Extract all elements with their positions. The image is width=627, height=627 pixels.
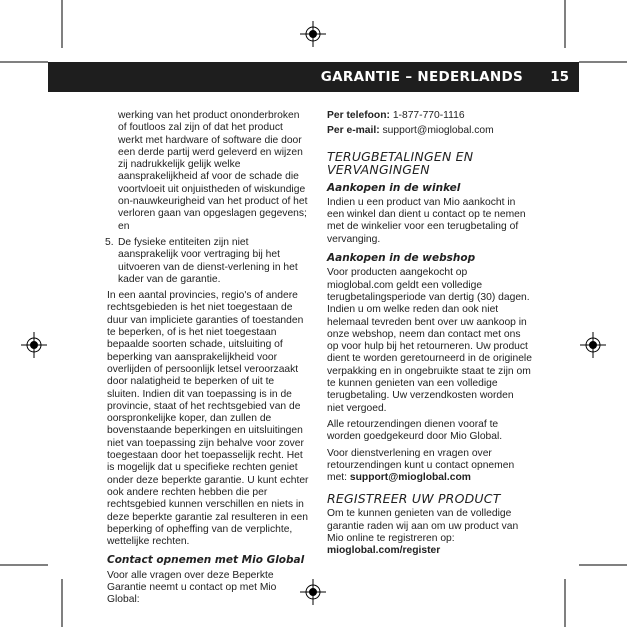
list-item-5: [107, 237, 309, 286]
approval-text: Alle retourzendingen dienen vooraf te worden goedgekeurd door Mio Global.: [327, 418, 503, 443]
register-heading: REGISTREER UW PRODUCT: [327, 491, 501, 507]
limitation-paragraph: In een aantal provincies, regio's of andere rechtsgebieden is het niet toegestaan de duur van impliciete garanties of toestanden te beperken, of is het niet toegestaan bepaalde soorten schade, uitsluiting of beperking van aansprakelijkheid voor overlijden of persoonlijk letsel veroorzaakt door nalatigheid te beperken of uit te sluiten. Indien dit van toepassing is in de provincie, staat of het rechtsgebied van de oorspronkelijke koper, dan zullen de bovenstaande beperkingen en uitsluitingen niet van toepassing zijn behalve voor zover toegestaan door het toepasselijk recht. Het is mogelijk dat u specifieke rechten geniet onder deze beperkte garantie. U kunt echter ook andere rechten hebben die per rechtsgebied kunnen verschillen en niets in deze beperkte garantie zal resulteren in een beperking of opheffing van de verplichte, wettelijke rechten.: [107, 290, 309, 548]
list-item-continued: werking van het product ononderbroken of foutloos zal zijn of dat het product werkt met hardware of software die door een derde partij werd geleverd en wijzen zij nadrukkelijk gelijk welke aansprakelijkheid af voor de schade die voortvloeit uit onjuistheden of wiskundige on-nauwkeurigheid van het product of het verloren gaan van opgeslagen gegevens; en: [118, 110, 308, 232]
service-text-body: Voor dienstverlening en vragen over retourzendingen kunt u contact opnemen met:: [327, 447, 515, 484]
register-text: [327, 508, 532, 557]
email-value: support@mioglobal.com: [382, 125, 494, 137]
service-email: support@mioglobal.com: [349, 472, 471, 484]
phone-value: 1-877-770-1116: [392, 110, 465, 121]
returns-heading: TERUGBETALINGEN EN VERVANGINGEN: [327, 148, 474, 177]
store-heading: Aankopen in de winkel: [327, 181, 461, 194]
register-url: mioglobal.com/register: [327, 545, 441, 557]
registration-mark-right: [580, 332, 606, 358]
register-text-body: Om te kunnen genieten van de volledige garantie raden wij aan om uw product van Mio online te registreren op:: [327, 508, 519, 545]
email-label: Per e-mail:: [327, 125, 380, 137]
registration-mark-top: [300, 21, 326, 47]
registration-mark-left: [21, 332, 47, 358]
store-text: Indien u een product van Mio aankocht in een winkel dan dient u contact op te nemen met de winkelier voor een terugbetaling of vervanging.: [327, 196, 526, 245]
page-header-bar: [48, 62, 579, 92]
right-column: [327, 110, 532, 562]
webshop-heading: Aankopen in de webshop: [327, 252, 476, 265]
page-header-title: GARANTIE – NEDERLANDS: [320, 69, 523, 85]
webshop-text: Voor producten aangekocht op mioglobal.com geldt een volledige terugbetalingsperiode van dertig (30) dagen. Indien u om welke reden dan ook niet helemaal tevreden bent over uw aankoop in onze webshop, neem dan contact met ons op voor hulp bij het retourneren. Uw product dient te worden geretourneerd in de originele verpakking en in ongebruikte staat te zijn om te kunnen genieten van een volledige terugbetaling. Uw verzendkosten worden niet vergoed.: [327, 267, 532, 414]
service-text: [327, 448, 532, 485]
page-number: 15: [550, 69, 569, 85]
email-line: [327, 125, 532, 137]
phone-line: [327, 110, 532, 122]
list-item-text: De fysieke entiteiten zijn niet aansprakelijk voor vertraging bij het uitvoeren van de dienst-verlening in het kader van de garantie.: [118, 236, 298, 285]
left-column: [107, 110, 309, 611]
contact-heading: Contact opnemen met Mio Global: [107, 554, 305, 567]
phone-label: Per telefoon:: [327, 110, 390, 121]
contact-text: Voor alle vragen over deze Beperkte Garantie neemt u contact op met Mio Global:: [107, 569, 277, 606]
list-item-number: 5.: [105, 236, 114, 248]
